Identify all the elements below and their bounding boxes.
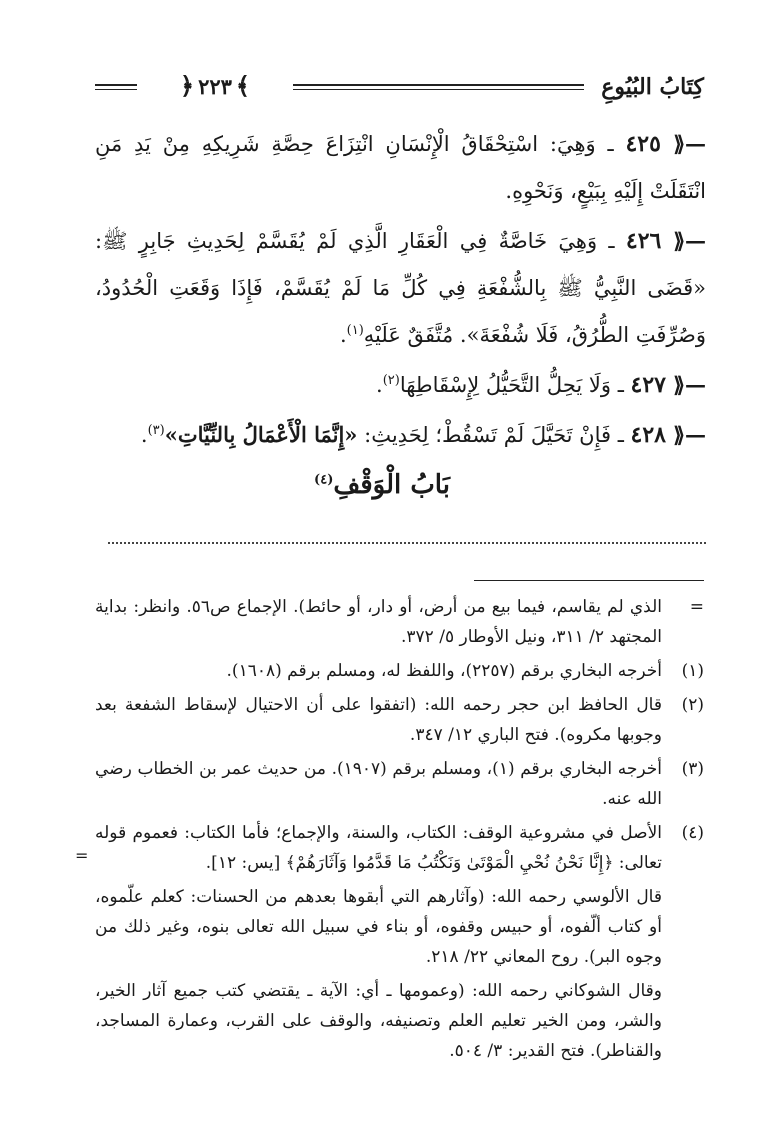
ornament-bracket-right-icon: ﴿: [180, 71, 195, 100]
footnote-ref: (٤): [314, 472, 334, 488]
paragraph-427: —⟪ ٤٢٧ ـ وَلَا يَحِلُّ التَّحَيُّلُ لِإِسْقَاطِهَا$^{(٢)}$.: [376, 372, 706, 398]
paragraph-marker: —⟪ ٤٢٦: [625, 228, 706, 254]
footnote-ref: (١): [346, 323, 364, 338]
footnote-text: أخرجه البخاري برقم (٢٢٥٧)، واللفظ له، ومسلم برقم (١٦٠٨).: [226, 661, 662, 681]
continuation-mark: =: [75, 846, 89, 865]
paragraph-text: ـ فَإِنْ تَحَيَّلَ لَمْ تَسْقُطْ؛ لِحَدِيثِ:: [364, 423, 624, 447]
footnote-text: الأصل في مشروعية الوقف: الكتاب، والسنة، والإجماع؛ فأما الكتاب: فعموم قوله تعالى: ﴿إِنَّا نَحْنُ نُحْيِ الْمَوْتَىٰ وَنَكْتُبُ مَا قَدَّمُوا وَآثَارَهُمْ﴾ [يس: ١٢].: [95, 823, 662, 873]
header-rule-left: [95, 84, 137, 90]
paragraph-number: ٤٢٥: [625, 131, 661, 157]
footnotes: [95, 592, 704, 1070]
paragraph-426: —⟪ ٤٢٦ ـ وَهِيَ خَاصَّةٌ فِي الْعَقَارِ الَّذِي لَمْ يُقَسَّمْ لِحَدِيثِ جَابِرٍ ﷺ: «قَضَى النَّبِيُّ ﷺ بِالشُّفْعَةِ فِي كُلِّ مَا لَمْ يُقَسَّمْ، فَإِذَا وَقَعَتِ الْحُدُودُ، وَصُرِّفَتِ الطُّرُقُ، فَلَا شُفْعَةَ». مُتَّفَقٌ عَلَيْهِ$^{(١)}$.: [95, 228, 706, 347]
chapter-heading: [0, 470, 764, 500]
paragraph-number: ٤٢٦: [625, 228, 662, 254]
footnote-label: (٢): [681, 695, 704, 715]
hadith-quote: «إِنَّمَا الْأَعْمَالُ بِالنِّيَّاتِ»: [164, 422, 358, 447]
chapter-title: بَابُ الْوَقْفِ: [333, 470, 450, 500]
dotted-separator: [108, 542, 706, 544]
paragraph-marker: —⟪ ٤٢٨: [630, 422, 706, 448]
footnote-4: [95, 818, 704, 1066]
footnote-2: [95, 690, 704, 750]
footnote-body: [95, 818, 662, 1066]
footnote-text: الذي لم يقاسم، فيما بيع من أرض، أو دار، أو حائط). الإجماع ص٥٦. وانظر: بداية المجتهد ٢/ ٣١١، ونيل الأوطار ٥/ ٣٧٢.: [95, 597, 662, 647]
footnote-rule: [474, 580, 704, 581]
page-number: ٢٢٣: [198, 73, 232, 99]
paragraph-number: ٤٢٨: [630, 422, 666, 448]
footnote-label: (٤): [681, 823, 704, 843]
footnote-continuation: [95, 592, 704, 652]
paragraph-marker: —⟪ ٤٢٧: [630, 372, 706, 398]
paragraph-425: [95, 120, 706, 215]
footnote-text: وقال الشوكاني رحمه الله: (وعمومها ـ أي: الآية ـ يقتضي كتب جميع آثار الخير، والشر، ومن الخير تعليم العلم وتصنيفه، والوقف على القرب، وعمارة المساجد، والقناطر). فتح القدير: ٣/ ٥٠٤.: [95, 981, 662, 1061]
page-header: [95, 70, 704, 110]
paragraph-number: ٤٢٧: [630, 372, 666, 398]
book-title: كِتَابُ البُيُوعِ: [601, 74, 704, 100]
footnote-1: [95, 656, 704, 686]
header-rule: [293, 84, 584, 90]
hadith-quote: «قَضَى النَّبِيُّ ﷺ بِالشُّفْعَةِ فِي كُلِّ مَا لَمْ يُقَسَّمْ، فَإِذَا وَقَعَتِ الْحُدُودُ، وَصُرِّفَتِ الطُّرُقُ، فَلَا شُفْعَةَ». مُتَّفَقٌ عَلَيْهِ: [95, 276, 706, 347]
footnote-text: قال الألوسي رحمه الله: (وآثارهم التي أبقوها بعدهم من الحسنات: كعلم علّموه، أو كتاب ألّفوه، أو حبيس وقفوه، أو بناء في سبيل الله تعالى بنوه، وغير ذلك من وجوه البر). روح المعاني ٢٢/ ٢١٨.: [95, 887, 662, 967]
footnote-label: (١): [681, 661, 704, 681]
ornament-bracket-left-icon: ﴾: [235, 71, 250, 100]
footnote-text: أخرجه البخاري برقم (١)، ومسلم برقم (١٩٠٧). من حديث عمر بن الخطاب رضي الله عنه.: [95, 759, 662, 809]
footnote-ref: (٢): [382, 373, 400, 388]
paragraph-text: ـ وَهِيَ: اسْتِحْقَاقُ الْإِنْسَانِ انْتِزَاعَ حِصَّةِ شَرِيكِهِ مِنْ يَدِ مَنِ انْتَقَلَتْ إِلَيْهِ بِبَيْعٍ، وَنَحْوِهِ.: [95, 132, 706, 203]
footnote-ref: (٣): [147, 423, 165, 438]
paragraph-marker: —⟪ ٤٢٥: [625, 131, 707, 157]
footnote-3: [95, 754, 704, 814]
footnote-label: =: [689, 597, 704, 617]
footnote-label: (٣): [681, 759, 704, 779]
paragraph-428: —⟪ ٤٢٨ ـ فَإِنْ تَحَيَّلَ لَمْ تَسْقُطْ؛ لِحَدِيثِ: «إِنَّمَا الْأَعْمَالُ بِالنِّيَّاتِ»$^{(٣)}$.: [140, 422, 706, 448]
main-text: [95, 120, 706, 461]
paragraph-text: ـ وَلَا يَحِلُّ التَّحَيُّلُ لِإِسْقَاطِهَا: [399, 373, 624, 397]
footnote-text: قال الحافظ ابن حجر رحمه الله: (اتفقوا على أن الاحتيال لإسقاط الشفعة بعد وجوبها مكروه). فتح الباري ١٢/ ٣٤٧.: [95, 695, 662, 745]
paragraph-text: ـ وَهِيَ خَاصَّةٌ فِي الْعَقَارِ الَّذِي لَمْ يُقَسَّمْ لِحَدِيثِ جَابِرٍ ﷺ:: [95, 229, 615, 253]
page-number-frame: [140, 72, 290, 100]
